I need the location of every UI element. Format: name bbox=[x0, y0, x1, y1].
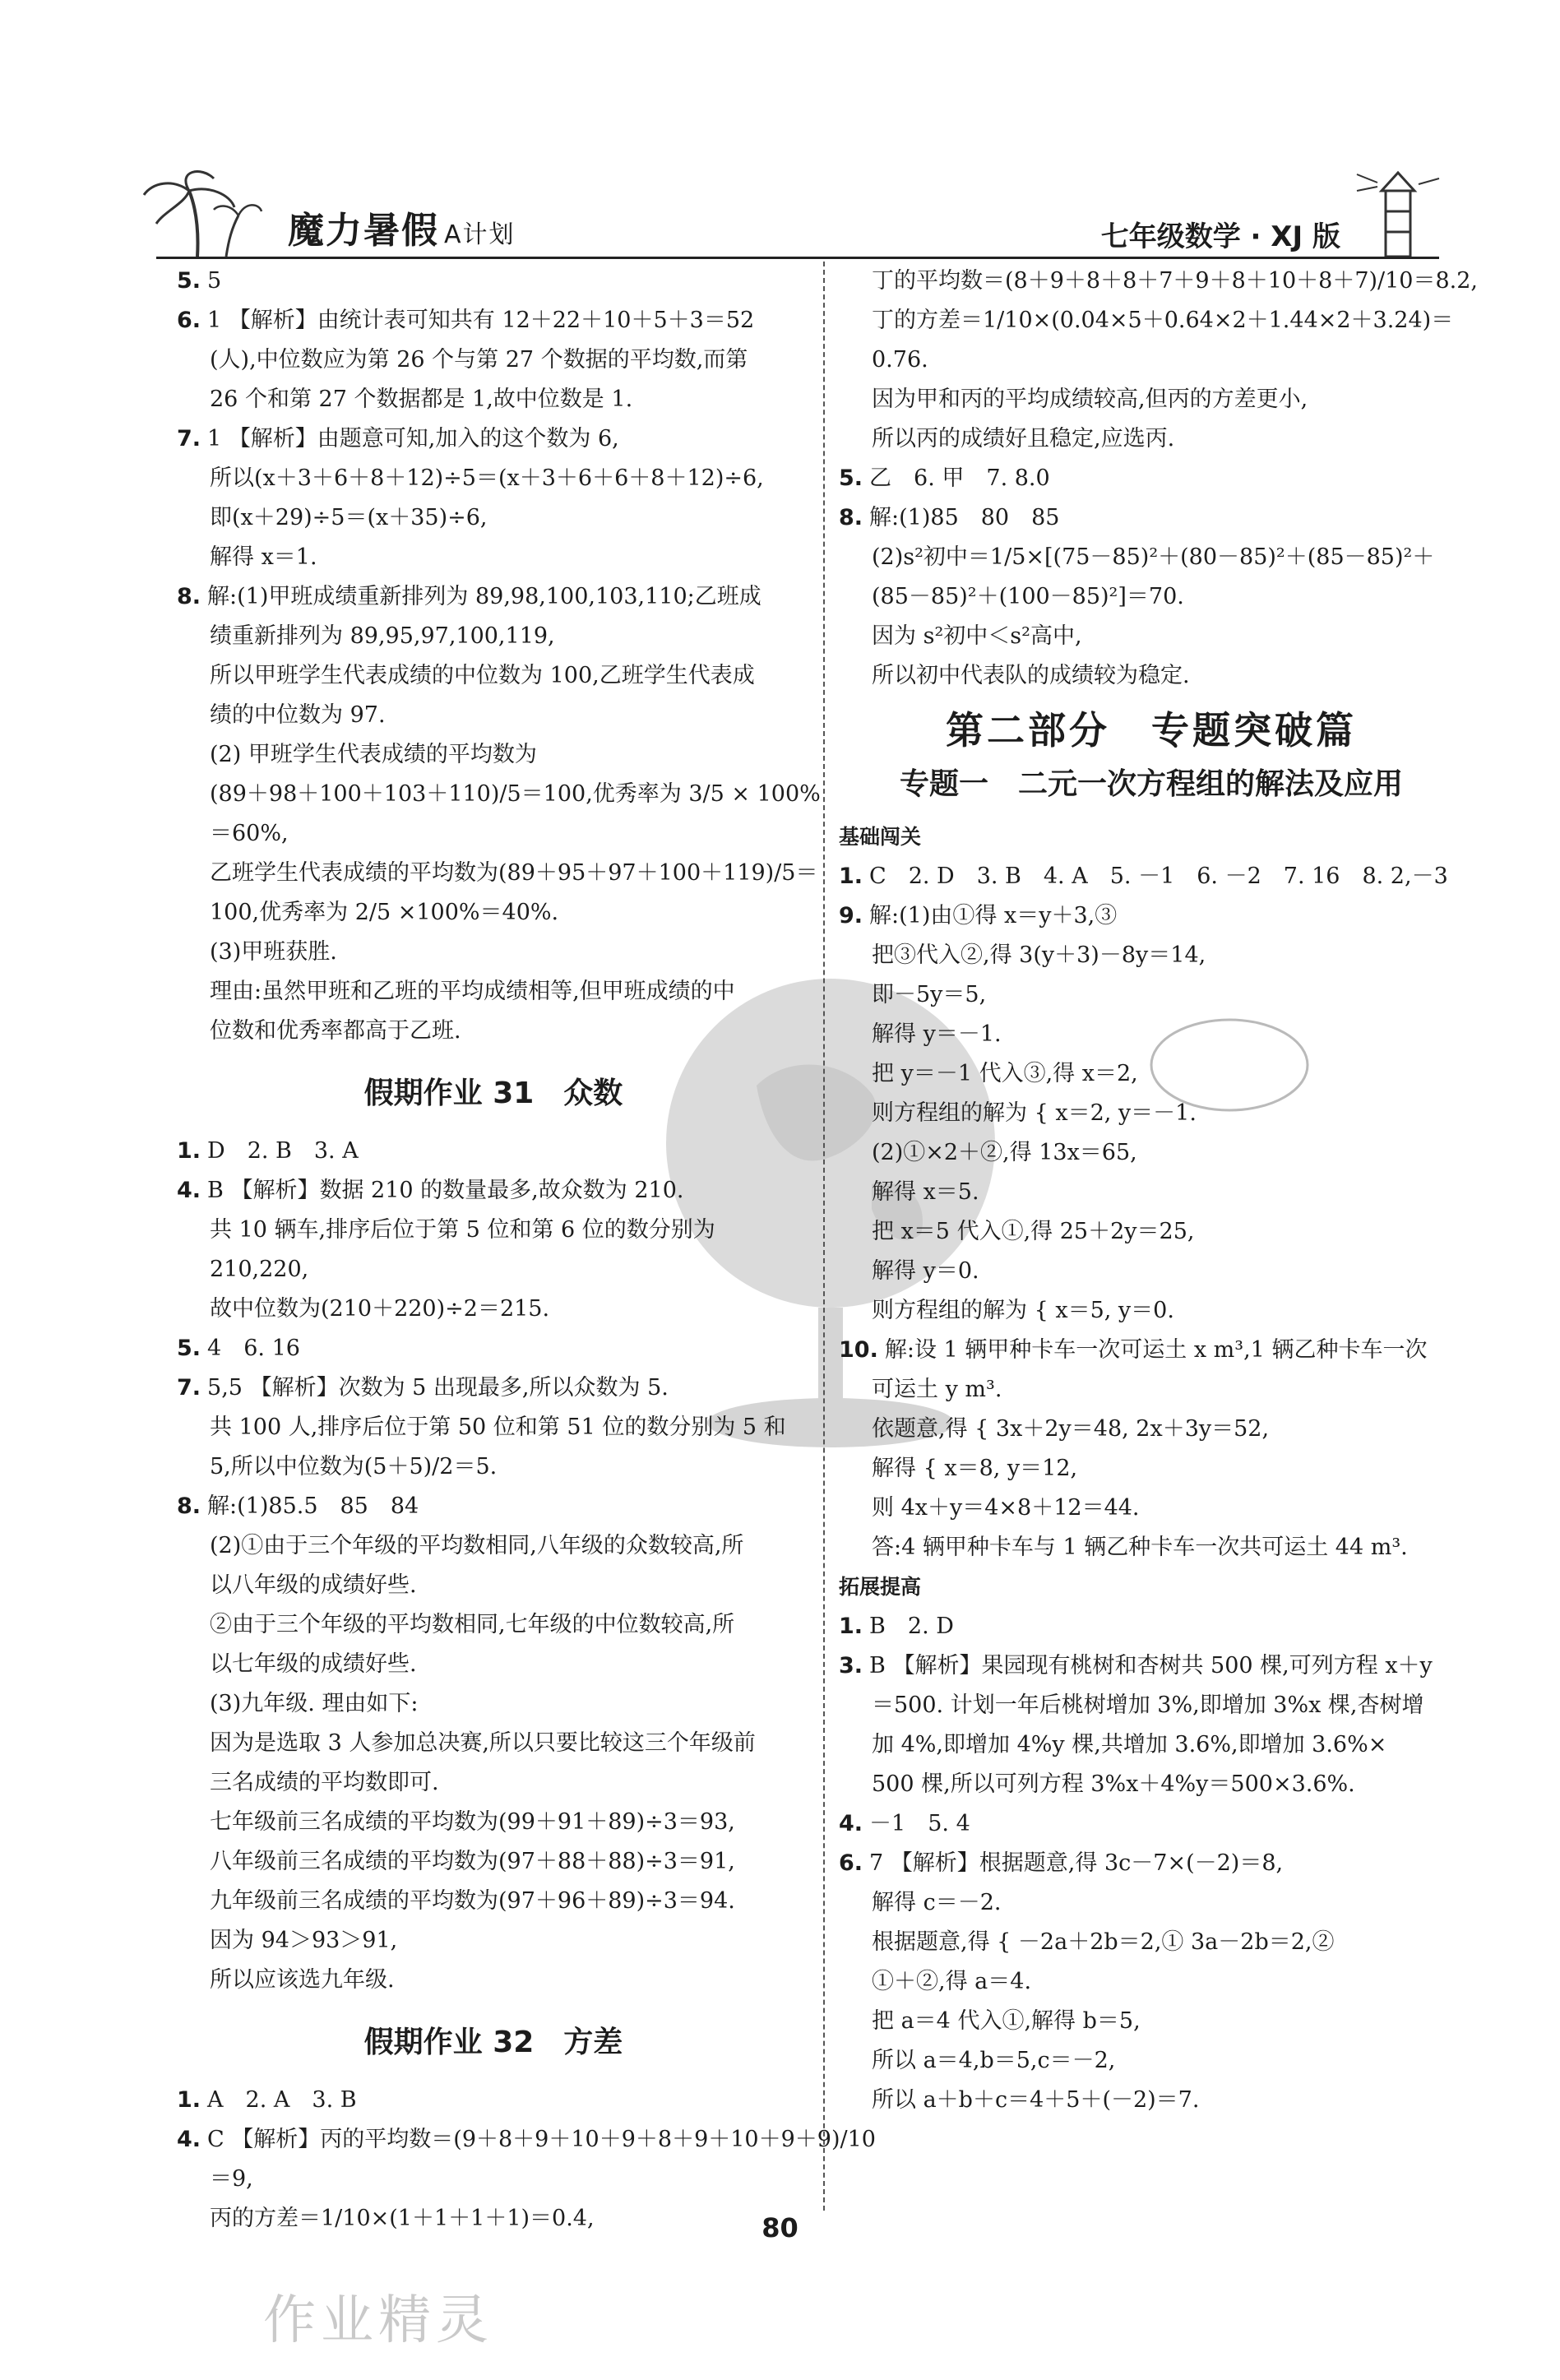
answer-text: 丁的平均数＝(8＋9＋8＋8＋7＋9＋8＋10＋8＋7)/10＝8.2, bbox=[872, 268, 1479, 294]
answer-text: (2)s²初中＝1/5×[(75－85)²＋(80－85)²＋(85－85)²＋ bbox=[872, 544, 1435, 570]
answer-text: 三名成绩的平均数即可. bbox=[210, 1770, 439, 1795]
answer-line bbox=[177, 1012, 810, 1051]
answer-text: 绩的中位数为 97. bbox=[210, 702, 386, 728]
answer-line bbox=[839, 262, 1479, 301]
question-number: 5. bbox=[177, 1336, 201, 1361]
answer-line bbox=[839, 2081, 1464, 2120]
answer-line bbox=[177, 696, 810, 735]
answer-line bbox=[839, 1804, 1464, 1844]
question-number: 3. bbox=[839, 1653, 863, 1679]
watermark-text: 作业精灵 bbox=[263, 2290, 493, 2351]
answer-line bbox=[839, 1449, 1464, 1489]
answer-text: 即(x＋29)÷5＝(x＋35)÷6, bbox=[210, 505, 488, 530]
answer-line bbox=[177, 735, 810, 775]
answer-text: (人),中位数应为第 26 个与第 27 个数据的平均数,而第 bbox=[210, 347, 748, 373]
question-number: 6. bbox=[839, 1850, 863, 1876]
answer-line bbox=[177, 2120, 876, 2160]
right-answers bbox=[839, 262, 1479, 696]
section-title-32: 假期作业 32 方差 bbox=[363, 2026, 623, 2059]
answer-line bbox=[839, 1646, 1464, 1686]
answer-text: 共 100 人,排序后位于第 50 位和第 51 位的数分别为 5 和 bbox=[210, 1415, 786, 1440]
answer-text: C 【解析】丙的平均数＝(9＋8＋9＋10＋9＋8＋9＋10＋9＋9)/10 bbox=[207, 2127, 876, 2152]
answer-text: 把 x＝5 代入①,得 25＋2y＝25, bbox=[872, 1219, 1195, 1244]
answer-text: 根据题意,得 { －2a＋2b＝2,① 3a－2b＝2,② bbox=[872, 1929, 1335, 1955]
answer-text: ＝9, bbox=[210, 2166, 253, 2192]
answer-text: 所以丙的成绩好且稳定,应选丙. bbox=[872, 426, 1175, 451]
question-number: 8. bbox=[177, 584, 201, 609]
answer-text: ①＋②,得 a＝4. bbox=[872, 1969, 1032, 1994]
answer-text: 可运土 y m³. bbox=[872, 1377, 1002, 1402]
answer-text: (3)甲班获胜. bbox=[210, 939, 337, 965]
answer-text: 解得 y＝0. bbox=[872, 1258, 979, 1284]
answer-text: 乙 6. 甲 7. 8.0 bbox=[869, 465, 1050, 491]
answer-text: 丁的方差＝1/10×(0.04×5＋0.64×2＋1.44×2＋3.24)＝ bbox=[872, 308, 1454, 333]
answer-line bbox=[839, 1686, 1464, 1725]
answer-line bbox=[177, 1763, 810, 1803]
answer-line bbox=[177, 1526, 810, 1566]
basic-answers bbox=[839, 857, 1464, 1567]
answer-line bbox=[839, 2041, 1464, 2081]
answer-text: 因为是选取 3 人参加总决赛,所以只要比较这三个年级前 bbox=[210, 1730, 756, 1756]
answer-line bbox=[177, 617, 810, 656]
question-number: 5. bbox=[177, 268, 201, 294]
answer-text: ＝60%, bbox=[210, 821, 289, 846]
answer-line bbox=[839, 301, 1464, 340]
answer-text: (2)①由于三个年级的平均数相同,八年级的众数较高,所 bbox=[210, 1533, 744, 1558]
answer-line bbox=[177, 262, 810, 301]
answer-text: C 2. D 3. B 4. A 5. －1 6. －2 7. 16 8. 2,－3 bbox=[869, 864, 1448, 889]
answer-line bbox=[839, 1015, 1464, 1054]
answer-line bbox=[177, 340, 810, 380]
answer-text: 加 4%,即增加 4%y 棵,共增加 3.6%,即增加 3.6%× bbox=[872, 1732, 1387, 1757]
topic-title: 专题一 二元一次方程组的解法及应用 bbox=[899, 767, 1403, 801]
answer-line bbox=[177, 1211, 810, 1250]
answer-line bbox=[839, 577, 1464, 617]
answer-text: (89＋98＋100＋103＋110)/5＝100,优秀率为 3/5 × 100% bbox=[210, 781, 821, 807]
answer-text: 5,5 【解析】次数为 5 出现最多,所以众数为 5. bbox=[207, 1375, 669, 1401]
right-column bbox=[839, 262, 1479, 2120]
basic-label: 基础闯关 bbox=[839, 825, 922, 849]
answer-text: 5,所以中位数为(5＋5)/2＝5. bbox=[210, 1454, 498, 1479]
answer-text: 所以甲班学生代表成绩的中位数为 100,乙班学生代表成 bbox=[210, 663, 755, 688]
answer-line bbox=[177, 933, 810, 972]
column-divider bbox=[823, 262, 825, 2211]
answer-text: 因为 s²初中＜s²高中, bbox=[872, 623, 1082, 649]
left-column bbox=[177, 262, 876, 2239]
answer-line bbox=[839, 1054, 1464, 1094]
answer-text: 所以应该选九年级. bbox=[210, 1967, 395, 1993]
answer-line bbox=[177, 498, 810, 538]
answer-line bbox=[839, 656, 1464, 696]
answer-text: 解得 { x＝8, y＝12, bbox=[872, 1456, 1078, 1481]
question-number: 1. bbox=[839, 864, 863, 889]
answer-text: (3)九年级. 理由如下: bbox=[210, 1691, 419, 1716]
answer-line bbox=[839, 459, 1464, 498]
answer-line bbox=[177, 1645, 810, 1684]
answer-text: 理由:虽然甲班和乙班的平均成绩相等,但甲班成绩的中 bbox=[210, 979, 735, 1004]
answer-line bbox=[839, 340, 1464, 380]
question-number: 1. bbox=[177, 1138, 201, 1164]
answer-line bbox=[177, 1724, 810, 1763]
answer-line bbox=[177, 775, 821, 814]
answer-line bbox=[177, 1250, 810, 1290]
answer-text: (2)①×2＋②,得 13x＝65, bbox=[872, 1140, 1137, 1165]
answer-text: B 【解析】果园现有桃树和杏树共 500 棵,可列方程 x＋y bbox=[869, 1653, 1433, 1679]
answer-text: 解得 c＝－2. bbox=[872, 1890, 1002, 1915]
section-title-31: 假期作业 31 众数 bbox=[363, 1077, 623, 1110]
question-number: 8. bbox=[839, 505, 863, 530]
answer-line bbox=[177, 854, 818, 893]
answer-line bbox=[177, 577, 810, 617]
answer-line bbox=[177, 1171, 810, 1211]
answer-line bbox=[839, 1725, 1464, 1765]
answer-text: 则方程组的解为 { x＝5, y＝0. bbox=[872, 1298, 1174, 1323]
answer-line bbox=[177, 1882, 810, 1921]
answer-text: B 【解析】数据 210 的数量最多,故众数为 210. bbox=[207, 1178, 684, 1203]
answer-line bbox=[177, 1487, 810, 1526]
answer-line bbox=[177, 1408, 810, 1447]
page-header bbox=[156, 191, 1439, 259]
answer-line bbox=[839, 1765, 1464, 1804]
part-title: 第二部分 专题突破篇 bbox=[946, 708, 1357, 752]
answer-text: 把 y＝－1 代入③,得 x＝2, bbox=[872, 1061, 1138, 1086]
answer-text: 1 【解析】由题意可知,加入的这个数为 6, bbox=[207, 426, 619, 451]
answer-line bbox=[177, 1290, 810, 1329]
answer-line bbox=[177, 1566, 810, 1605]
left-answers bbox=[177, 262, 821, 1051]
answer-text: 以八年级的成绩好些. bbox=[210, 1572, 417, 1598]
answer-text: 0.76. bbox=[872, 347, 928, 373]
answer-text: 七年级前三名成绩的平均数为(99＋91＋89)÷3＝93, bbox=[210, 1809, 735, 1835]
question-number: 8. bbox=[177, 1493, 201, 1519]
answer-text: 解得 y＝－1. bbox=[872, 1021, 1002, 1047]
answer-text: －1 5. 4 bbox=[869, 1811, 970, 1836]
answer-line bbox=[839, 936, 1464, 975]
question-number: 1. bbox=[177, 2087, 201, 2113]
answer-line bbox=[839, 975, 1464, 1015]
answer-text: 解:(1)甲班成绩重新排列为 89,98,100,103,110;乙班成 bbox=[207, 584, 761, 609]
answer-text: 答:4 辆甲种卡车与 1 辆乙种卡车一次共可运土 44 m³. bbox=[872, 1535, 1408, 1560]
extension-answers bbox=[839, 1607, 1464, 2120]
answer-text: 把③代入②,得 3(y＋3)－8y＝14, bbox=[872, 942, 1206, 968]
answer-text: 因为 94＞93＞91, bbox=[210, 1928, 398, 1953]
answer-line bbox=[839, 1528, 1464, 1567]
answer-text: ＝500. 计划一年后桃树增加 3%,即增加 3%x 棵,杏树增 bbox=[872, 1692, 1424, 1718]
palm-tree-icon bbox=[140, 170, 263, 257]
answer-line bbox=[839, 1331, 1464, 1370]
answer-line bbox=[177, 1447, 810, 1487]
lighthouse-icon bbox=[1349, 166, 1447, 257]
answer-line bbox=[839, 1923, 1464, 1962]
answer-text: A 2. A 3. B bbox=[207, 2087, 357, 2113]
question-number: 7. bbox=[177, 426, 201, 451]
answer-text: 4 6. 16 bbox=[207, 1336, 300, 1361]
answer-text: 把 a＝4 代入①,解得 b＝5, bbox=[872, 2008, 1141, 2034]
answer-line bbox=[839, 1094, 1464, 1133]
question-number: 6. bbox=[177, 308, 201, 333]
answer-line bbox=[177, 1132, 810, 1171]
answer-line bbox=[177, 1368, 810, 1408]
answer-text: 共 10 辆车,排序后位于第 5 位和第 6 位的数分别为 bbox=[210, 1217, 715, 1243]
answer-line bbox=[839, 1962, 1464, 2002]
answer-text: 所以(x＋3＋6＋8＋12)÷5＝(x＋3＋6＋6＋8＋12)÷6, bbox=[210, 465, 764, 491]
answer-line bbox=[177, 814, 810, 854]
answer-line bbox=[839, 1370, 1464, 1410]
answer-line bbox=[177, 1605, 810, 1645]
answer-line bbox=[177, 972, 810, 1012]
answer-text: 210,220, bbox=[210, 1257, 309, 1282]
answer-text: 依题意,得 { 3x＋2y＝48, 2x＋3y＝52, bbox=[872, 1416, 1270, 1442]
extension-label: 拓展提高 bbox=[839, 1575, 922, 1599]
answer-text: 100,优秀率为 2/5 ×100%＝40%. bbox=[210, 900, 559, 925]
answer-text: 绩重新排列为 89,95,97,100,119, bbox=[210, 623, 555, 649]
question-number: 1. bbox=[839, 1614, 863, 1639]
answer-text: 八年级前三名成绩的平均数为(97＋88＋88)÷3＝91, bbox=[210, 1849, 735, 1874]
answer-text: 以七年级的成绩好些. bbox=[210, 1651, 417, 1677]
answer-text: 500 棵,所以可列方程 3%x＋4%y＝500×3.6%. bbox=[872, 1771, 1355, 1797]
answer-text: 解:(1)由①得 x＝y＋3,③ bbox=[869, 903, 1118, 928]
answer-text: 则 4x＋y＝4×8＋12＝44. bbox=[872, 1495, 1140, 1521]
answer-text: 所以 a＝4,b＝5,c＝－2, bbox=[872, 2048, 1116, 2073]
answer-text: 因为甲和丙的平均成绩较高,但丙的方差更小, bbox=[872, 387, 1308, 412]
answer-line bbox=[839, 538, 1464, 577]
page-footer bbox=[0, 2212, 1560, 2243]
answer-line bbox=[839, 1291, 1464, 1331]
grade-label: 七年级数学 · XJ 版 bbox=[1100, 220, 1340, 253]
answer-line bbox=[177, 301, 810, 340]
answer-text: 解得 x＝1. bbox=[210, 544, 317, 570]
brand-name: 魔力暑假 bbox=[288, 210, 439, 252]
answer-line bbox=[839, 498, 1464, 538]
answer-line bbox=[839, 1252, 1464, 1291]
answer-text: 故中位数为(210＋220)÷2＝215. bbox=[210, 1296, 550, 1322]
answer-text: 则方程组的解为 { x＝2, y＝－1. bbox=[872, 1100, 1197, 1126]
answer-line bbox=[177, 1684, 810, 1724]
answer-text: 5 bbox=[207, 268, 222, 294]
answer-line bbox=[177, 1921, 810, 1961]
answer-text: (85－85)²＋(100－85)²]＝70. bbox=[872, 584, 1184, 609]
answer-line bbox=[177, 1803, 810, 1842]
answer-line bbox=[839, 2002, 1464, 2041]
answer-text: 26 个和第 27 个数据都是 1,故中位数是 1. bbox=[210, 387, 633, 412]
question-number: 4. bbox=[177, 2127, 201, 2152]
question-number: 9. bbox=[839, 903, 863, 928]
answer-line bbox=[839, 1489, 1464, 1528]
answer-text: 所以 a＋b＋c＝4＋5＋(－2)＝7. bbox=[872, 2087, 1200, 2113]
answer-line bbox=[177, 893, 810, 933]
answer-text: 解得 x＝5. bbox=[872, 1179, 979, 1205]
question-number: 5. bbox=[839, 465, 863, 491]
brand-title bbox=[288, 201, 516, 253]
answer-line bbox=[839, 1883, 1464, 1923]
answer-line bbox=[839, 419, 1464, 459]
brand-plan: A计划 bbox=[444, 220, 516, 249]
answer-line bbox=[177, 1329, 810, 1368]
answer-text: 解:设 1 辆甲种卡车一次可运土 x m³,1 辆乙种卡车一次 bbox=[884, 1337, 1428, 1363]
answer-line bbox=[839, 857, 1464, 896]
answer-line bbox=[177, 2160, 810, 2199]
answer-line bbox=[177, 1961, 810, 2000]
answer-line bbox=[839, 1607, 1464, 1646]
answer-text: 1 【解析】由统计表可知共有 12＋22＋10＋5＋3＝52 bbox=[207, 308, 755, 333]
question-number: 4. bbox=[177, 1178, 201, 1203]
answer-text: 丙的方差＝1/10×(1＋1＋1＋1)＝0.4, bbox=[210, 2206, 595, 2231]
answer-text: 乙班学生代表成绩的平均数为(89＋95＋97＋100＋119)/5＝ bbox=[210, 860, 818, 886]
answer-text: ②由于三个年级的平均数相同,七年级的中位数较高,所 bbox=[210, 1612, 735, 1637]
question-number: 4. bbox=[839, 1811, 863, 1836]
answer-line bbox=[839, 617, 1464, 656]
answer-line bbox=[839, 896, 1464, 936]
answer-line bbox=[839, 380, 1464, 419]
answer-text: B 2. D bbox=[869, 1614, 954, 1639]
answer-line bbox=[177, 1842, 810, 1882]
question-number: 7. bbox=[177, 1375, 201, 1401]
answer-line bbox=[177, 538, 810, 577]
answer-line bbox=[839, 1844, 1464, 1883]
answer-text: 解:(1)85 80 85 bbox=[869, 505, 1060, 530]
answer-text: (2) 甲班学生代表成绩的平均数为 bbox=[210, 742, 537, 767]
answer-text: 所以初中代表队的成绩较为稳定. bbox=[872, 663, 1190, 688]
answer-text: 7 【解析】根据题意,得 3c－7×(－2)＝8, bbox=[869, 1850, 1284, 1876]
page-number: 80 bbox=[761, 2212, 799, 2243]
answer-text: 解:(1)85.5 85 84 bbox=[207, 1493, 419, 1519]
answer-text: 九年级前三名成绩的平均数为(97＋96＋89)÷3＝94. bbox=[210, 1888, 735, 1914]
section31-answers bbox=[177, 1132, 810, 2000]
answer-line bbox=[177, 419, 810, 459]
answer-text: 即－5y＝5, bbox=[872, 982, 987, 1007]
answer-line bbox=[177, 2081, 810, 2120]
answer-line bbox=[839, 1212, 1464, 1252]
answer-line bbox=[177, 459, 810, 498]
answer-line bbox=[177, 656, 810, 696]
answer-line bbox=[177, 380, 810, 419]
answer-line bbox=[839, 1133, 1464, 1173]
answer-text: 位数和优秀率都高于乙班. bbox=[210, 1018, 461, 1044]
question-number: 10. bbox=[839, 1337, 878, 1363]
answer-line bbox=[839, 1173, 1464, 1212]
answer-text: D 2. B 3. A bbox=[207, 1138, 359, 1164]
answer-line bbox=[839, 1410, 1464, 1449]
